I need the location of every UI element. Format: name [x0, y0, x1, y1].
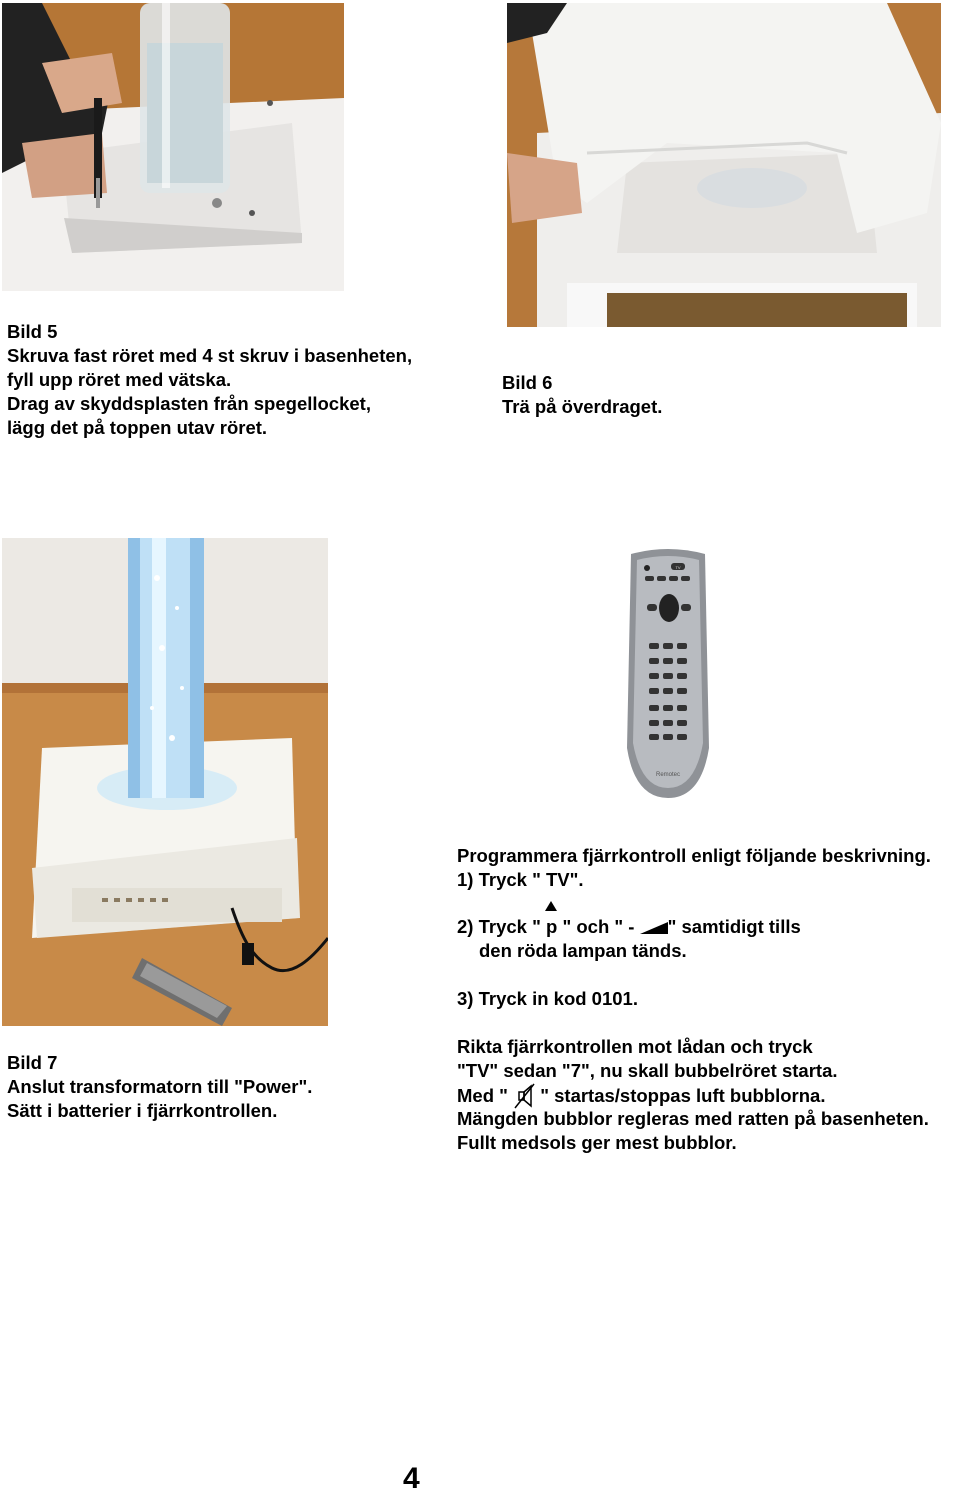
step2-text-b: " och " -: [557, 916, 640, 937]
step2-text-a: 2) Tryck ": [457, 916, 546, 937]
bild5-line-4: lägg det på toppen utav röret.: [7, 417, 268, 438]
bild6-caption: [502, 371, 662, 419]
photo-remote-control: [623, 548, 713, 800]
photo-bubble-tube: [2, 538, 328, 1026]
remote-tv-key-label: TV: [675, 565, 681, 570]
program-up-symbol: [546, 915, 557, 939]
bild5-caption: [7, 320, 412, 440]
instructions-final-5: Fullt medsols ger mest bubblor.: [457, 1132, 737, 1153]
final3-text-b: " startas/stoppas luft bubblorna.: [535, 1085, 826, 1106]
step2-text-c: " samtidigt tills: [667, 916, 801, 937]
volume-wedge-icon: [640, 922, 668, 934]
instructions-final-2: "TV" sedan "7", nu skall bubbelröret starta.: [457, 1060, 838, 1081]
photo-screwing-tube: [2, 3, 344, 291]
bild5-line-1: Skruva fast röret med 4 st skruv i basenheten,: [7, 345, 413, 366]
step2-p-label: p: [546, 916, 558, 937]
bild7-title: Bild 7: [7, 1052, 58, 1073]
final3-text-a: Med ": [457, 1085, 514, 1106]
remote-brand-label: Remotec: [655, 772, 681, 778]
instructions-final-1: Rikta fjärrkontrollen mot lådan och tryck: [457, 1036, 813, 1057]
instructions-step-2: [457, 915, 801, 939]
bild7-line-1: Anslut transformatorn till "Power".: [7, 1076, 313, 1097]
mute-speaker-icon: [513, 1083, 535, 1109]
instructions-step-3: 3) Tryck in kod 0101.: [457, 988, 638, 1009]
triangle-up-icon: [545, 901, 557, 911]
instructions-final-4: Mängden bubblor regleras med ratten på basenheten.: [457, 1108, 929, 1129]
bild6-title: Bild 6: [502, 372, 553, 393]
instructions-final-3: [457, 1083, 825, 1109]
page-number: 4: [403, 1462, 420, 1495]
bild5-line-3: Drag av skyddsplasten från spegellocket,: [7, 393, 371, 414]
instructions-step-2-line-2: den röda lampan tänds.: [479, 940, 687, 961]
photo-cover: [507, 3, 941, 327]
bild7-caption: [7, 1051, 312, 1123]
bild5-line-2: fyll upp röret med vätska.: [7, 369, 232, 390]
bild7-line-2: Sätt i batterier i fjärrkontrollen.: [7, 1100, 278, 1121]
instructions-intro: Programmera fjärrkontroll enligt följande beskrivning.: [457, 845, 931, 866]
bild5-title: Bild 5: [7, 321, 58, 342]
bild6-line-1: Trä på överdraget.: [502, 396, 663, 417]
instructions-step-1: 1) Tryck " TV".: [457, 869, 584, 890]
